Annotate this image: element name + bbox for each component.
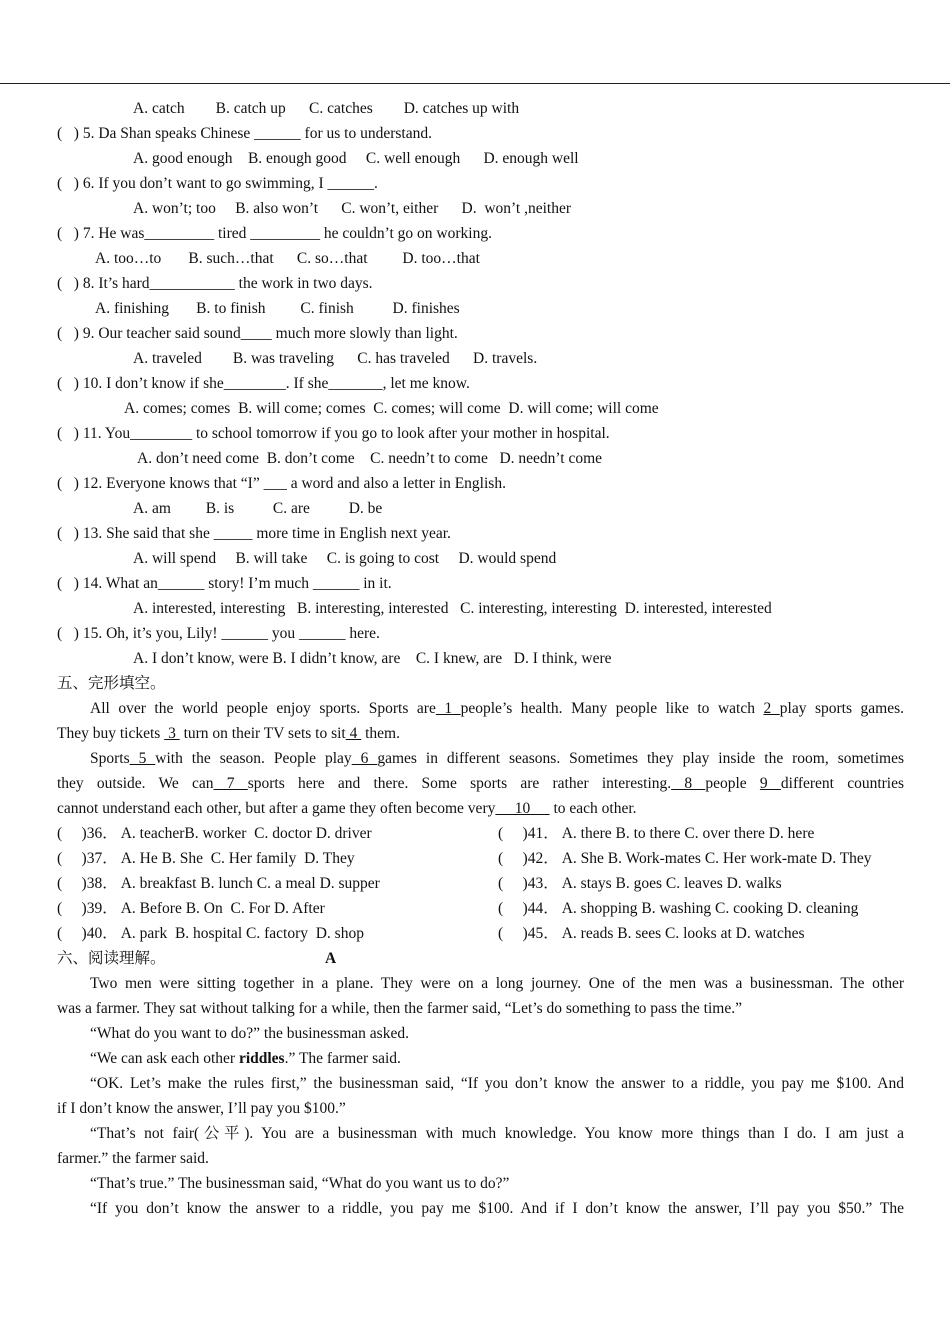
blank-6: 6 [351,750,378,767]
header-rule [0,83,950,84]
question-6: ( ) 6. If you don’t want to go swimming, I ______. [57,175,378,192]
question-12: ( ) 12. Everyone knows that “I” ___ a word and also a letter in English. [57,475,506,492]
q4-options: A. catch B. catch up C. catches D. catches up with [133,100,520,117]
question-9-options: A. traveled B. was traveling C. has traveled D. travels. [133,350,538,367]
question-5-options: A. good enough B. enough good C. well enough D. enough well [133,150,579,167]
blank-3: 3 [164,725,180,742]
riddles-word: riddles [238,1050,285,1067]
cloze-choice-40: ( )40． A. park B. hospital C. factory D. shop [57,925,364,942]
question-5: ( ) 5. Da Shan speaks Chinese ______ for us to understand. [57,125,432,142]
question-8: ( ) 8. It’s hard___________ the work in two days. [57,275,373,292]
question-14-options: A. interested, interesting B. interesting, interested C. interesting, interesting D. interested, interested [133,600,772,617]
question-6-options: A. won’t; too B. also won’t C. won’t, either D. won’t ,neither [133,200,571,217]
blank-10: 10 [495,800,550,817]
reading-line-2: was a farmer. They sat without talking for a while, then the farmer said, “Let’s do something to pass the time.” [57,1000,742,1017]
question-15-options: A. I don’t know, were B. I didn’t know, are C. I knew, are D. I think, were [133,650,612,667]
question-12-options: A. am B. is C. are D. be [133,500,383,517]
reading-line-6: if I don’t know the answer, I’ll pay you $100.” [57,1100,346,1117]
cloze-choice-37: ( )37． A. He B. She C. Her family D. They [57,850,355,867]
blank-7: 7 [213,775,248,792]
cloze-paragraph-2-line-2: they outside. We can 7 sports here and there. Some sports are rather interesting. 8 people 9 different countries [57,775,905,792]
blank-2: 2 [763,700,780,717]
question-15: ( ) 15. Oh, it’s you, Lily! ______ you ______ here. [57,625,380,642]
question-11-options: A. don’t need come B. don’t come C. needn’t to come D. needn’t come [137,450,603,467]
cloze-choice-41: ( )41． A. there B. to there C. over there D. here [498,825,815,842]
reading-line-8: farmer.” the farmer said. [57,1150,209,1167]
cloze-choice-39: ( )39． A. Before B. On C. For D. After [57,900,325,917]
reading-line-4: “We can ask each other riddles.” The farmer said. [90,1050,401,1067]
question-7-options: A. too…to B. such…that C. so…that D. too…that [95,250,480,267]
reading-line-1: Two men were sitting together in a plane. They were on a long journey. One of the men was a businessman. The other [90,975,904,992]
cloze-choice-45: ( )45． A. reads B. sees C. looks at D. watches [498,925,805,942]
cloze-paragraph-1-line-1: All over the world people enjoy sports. Sports are 1 people’s health. Many people like to watch 2 play sports games. [90,700,905,717]
cloze-choice-38: ( )38． A. breakfast B. lunch C. a meal D. supper [57,875,380,892]
question-8-options: A. finishing B. to finish C. finish D. finishes [95,300,460,317]
reading-line-5: “OK. Let’s make the rules first,” the businessman said, “If you don’t know the answer to a riddle, you pay me $100. And [90,1075,904,1092]
reading-line-10: “If you don’t know the answer to a riddle, you pay me $100. And if I don’t know the answer, I’ll pay you $50.” The [90,1200,904,1217]
question-10-options: A. comes; comes B. will come; comes C. comes; will come D. will come; will come [124,400,659,417]
blank-5: 5 [129,750,156,767]
reading-line-7: “That’s not fair(公平). You are a businessman with much knowledge. You know more things than I do. I am just a [90,1125,904,1142]
section-5-title: 五、完形填空。 [57,675,166,692]
cloze-paragraph-2-line-3: cannot understand each other, but after a game they often become very 10 to each other. [57,800,637,817]
blank-4: 4 [345,725,362,742]
question-7: ( ) 7. He was_________ tired _________ he couldn’t go on working. [57,225,492,242]
blank-8: 8 [671,775,706,792]
reading-line-9: “That’s true.” The businessman said, “What do you want us to do?” [90,1175,510,1192]
question-13: ( ) 13. She said that she _____ more time in English next year. [57,525,451,542]
question-13-options: A. will spend B. will take C. is going to cost D. would spend [133,550,557,567]
cloze-choice-43: ( )43． A. stays B. goes C. leaves D. walks [498,875,782,892]
blank-1: 1 [435,700,461,717]
question-11: ( ) 11. You________ to school tomorrow if you go to look after your mother in hospital. [57,425,610,442]
question-14: ( ) 14. What an______ story! I’m much ______ in it. [57,575,392,592]
cloze-choice-36: ( )36． A. teacherB. worker C. doctor D. driver [57,825,372,842]
cloze-paragraph-1-line-2: They buy tickets 3 turn on their TV sets to sit 4 them. [57,725,400,742]
question-9: ( ) 9. Our teacher said sound____ much more slowly than light. [57,325,458,342]
section-6-title: 六、阅读理解。 [57,950,166,967]
reading-line-3: “What do you want to do?” the businessman asked. [90,1025,409,1042]
cloze-paragraph-2-line-1: Sports 5 with the season. People play 6 games in different seasons. Sometimes they play inside the room, sometimes [90,750,904,767]
question-10: ( ) 10. I don’t know if she________. If she_______, let me know. [57,375,470,392]
cloze-choice-42: ( )42． A. She B. Work-mates C. Her work-mate D. They [498,850,872,867]
cloze-choice-44: ( )44． A. shopping B. washing C. cooking D. cleaning [498,900,859,917]
passage-label: A [325,950,337,967]
blank-9: 9 [759,775,781,792]
